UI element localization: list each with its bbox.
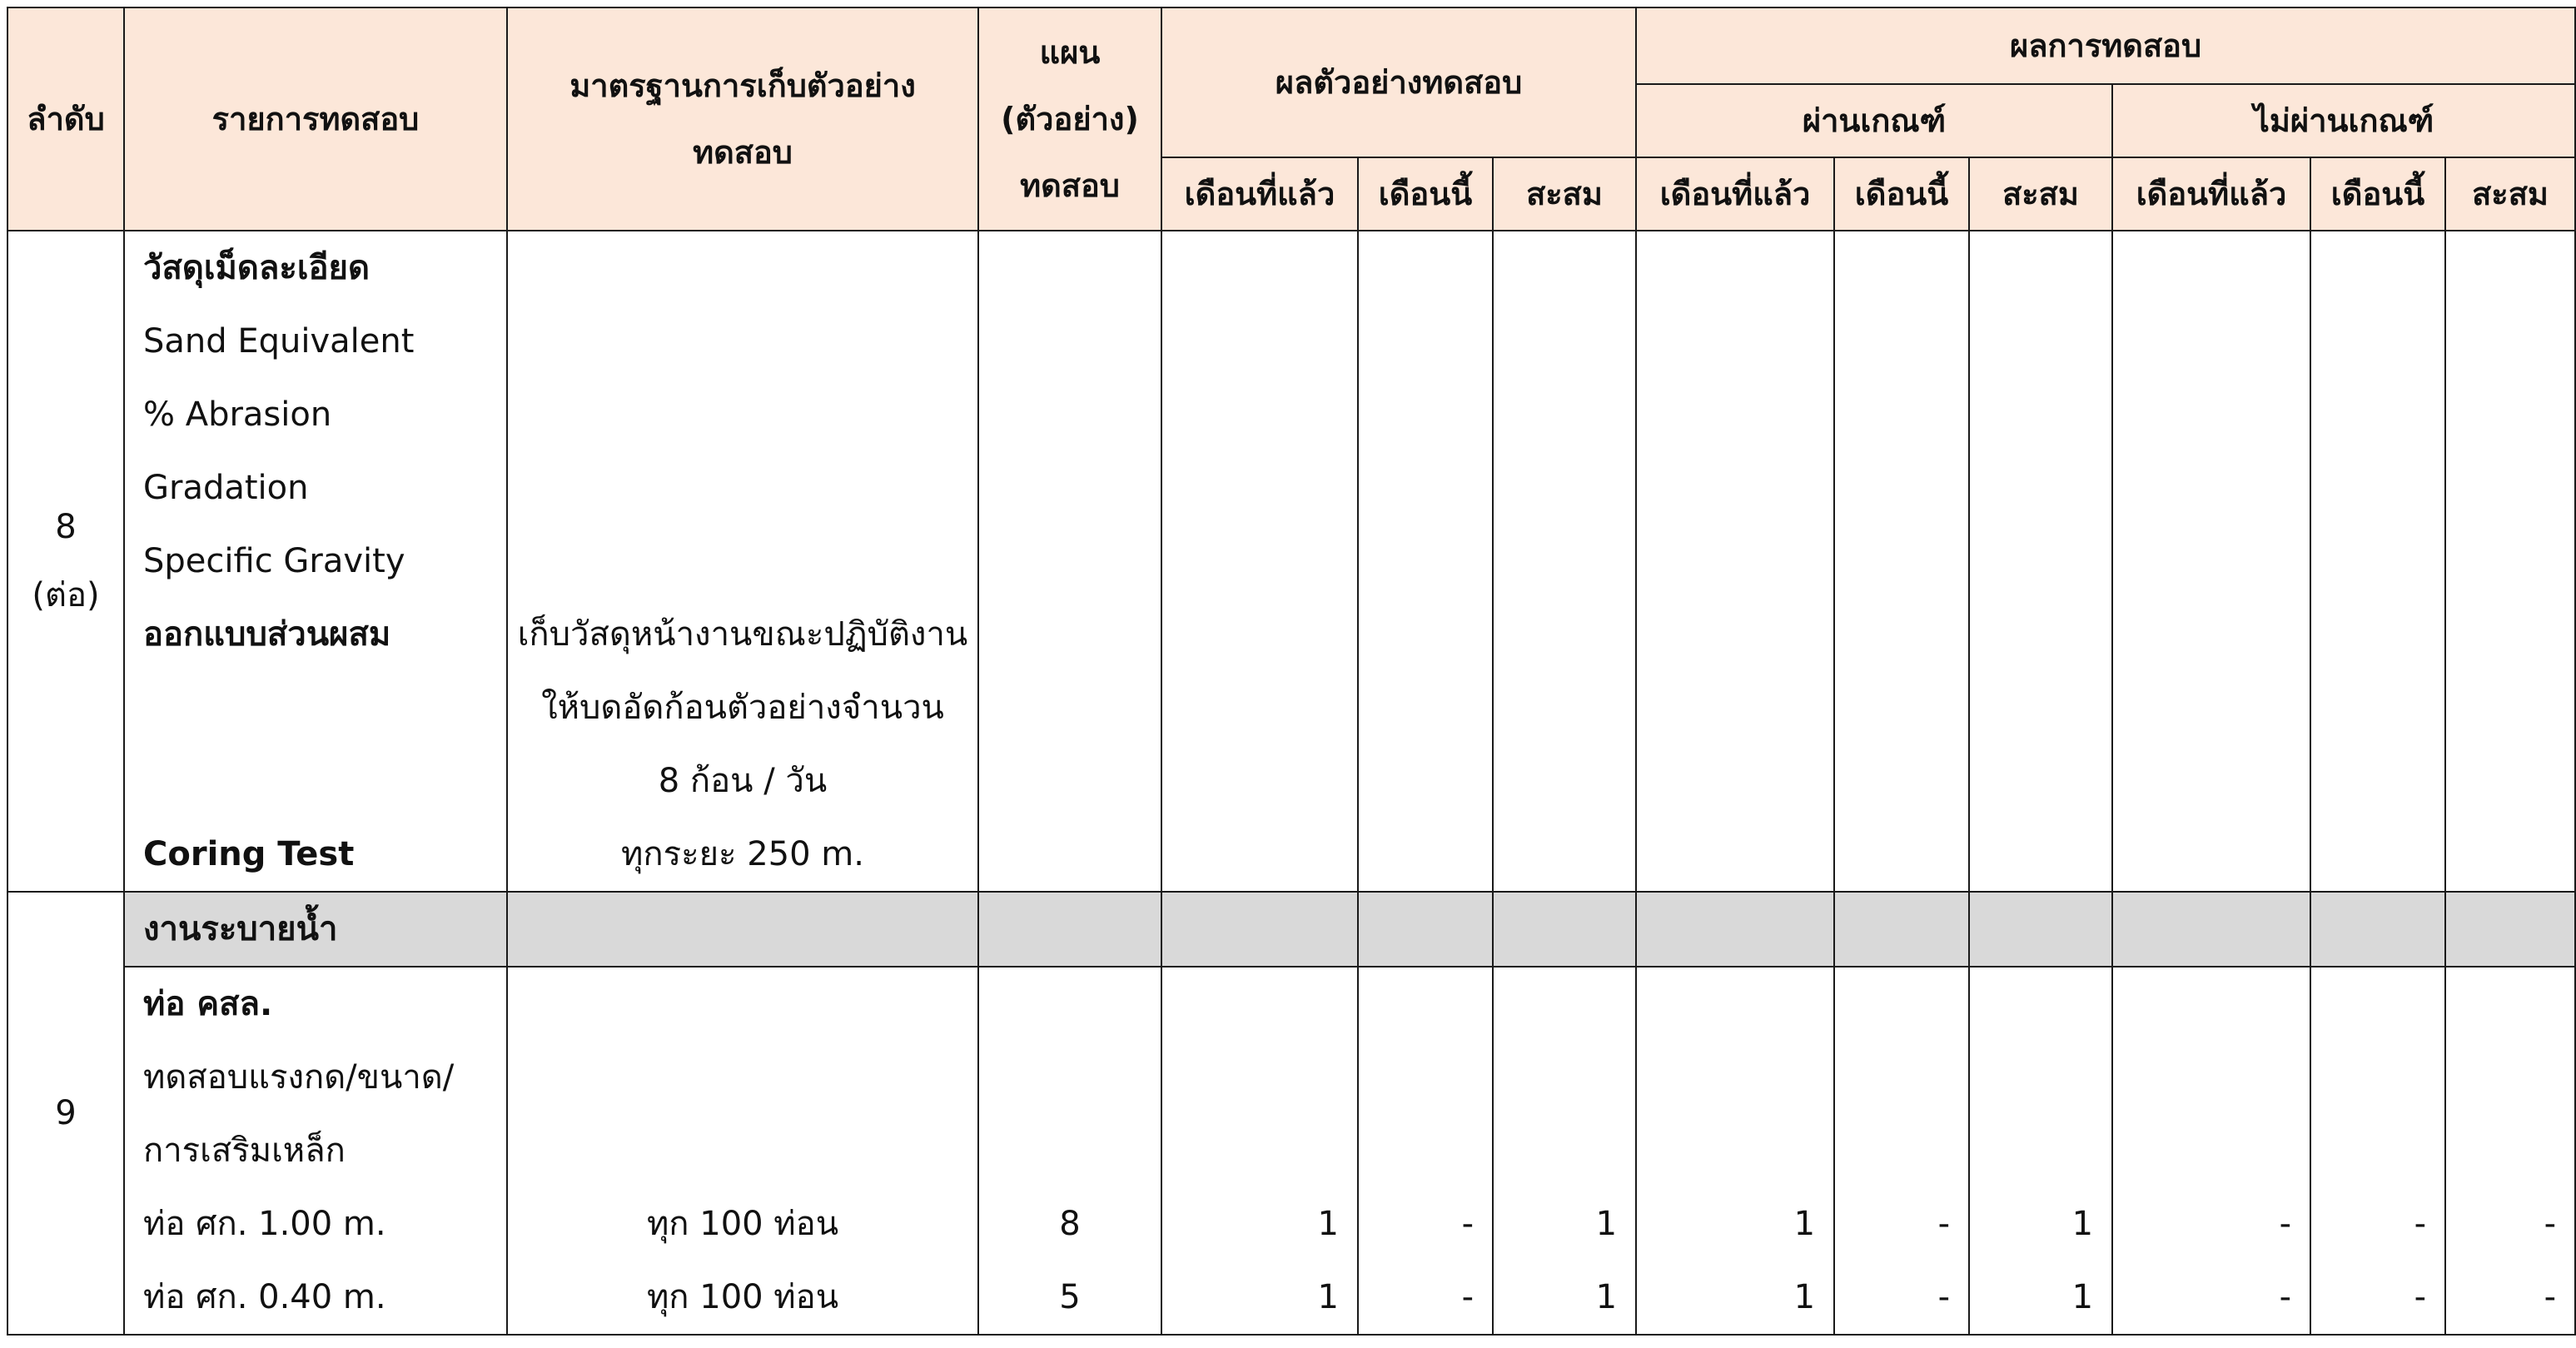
header-sampling-standard-line2: ทดสอบ (693, 134, 793, 171)
row8-sample-cum (1493, 231, 1636, 892)
row9-sample-cum-pipe-100: 1 (1595, 1205, 1618, 1243)
row9-pass-this (1834, 967, 1969, 1335)
row9-section-cell (1358, 892, 1493, 967)
row9-section-cell (2310, 892, 2445, 967)
row9-pass-cum-pipe-100: 1 (2071, 1205, 2094, 1243)
row9-sample-last-pipe-100: 1 (1317, 1205, 1339, 1243)
row9-standard-pipe-040: ทุก 100 ท่อน (646, 1278, 839, 1316)
row9-pass-cum-pipe-040: 1 (2071, 1278, 2094, 1316)
row9-section-cell (1834, 892, 1969, 967)
row8-item-spacer2 (143, 744, 506, 818)
header-pass-last-month: เดือนที่แล้ว (1636, 157, 1834, 231)
row9-item-reinforcement: การเสริมเหล็ก (143, 1132, 346, 1170)
row9-section-cell (2445, 892, 2575, 967)
row8-item-mix-design: ออกแบบส่วนผสม (143, 615, 391, 654)
row9-fail-this-pipe-040: - (2414, 1278, 2427, 1316)
row9-section-cell (2112, 892, 2310, 967)
row8-pass-this (1834, 231, 1969, 892)
row8-standard-line4: ทุกระยะ 250 m. (621, 835, 864, 873)
row9-fail-last-pipe-040: - (2279, 1278, 2292, 1316)
row8-item-specific-gravity: Specific Gravity (143, 542, 405, 580)
row9-section-cell (507, 892, 978, 967)
row9-pass-last-pipe-040: 1 (1793, 1278, 1816, 1316)
row9-sample-cum (1493, 967, 1636, 1335)
row8-item-spacer (143, 671, 506, 744)
row9-item-pipe-100: ท่อ ศก. 1.00 m. (143, 1205, 386, 1243)
header-pass-cumulative: สะสม (1969, 157, 2112, 231)
row9-item-rc-pipe: ท่อ คสล. (143, 985, 273, 1023)
header-fail-this-month: เดือนนี้ (2310, 157, 2445, 231)
row8-sample-last (1161, 231, 1358, 892)
row8-item-sand-equivalent: Sand Equivalent (143, 322, 415, 361)
row9-fail-last-pipe-100: - (2279, 1205, 2292, 1243)
row8-items (124, 231, 507, 892)
row8-seq-number: 8 (55, 508, 77, 546)
header-fail-last-month: เดือนที่แล้ว (2112, 157, 2310, 231)
row9-fail-cum-pipe-040: - (2544, 1278, 2557, 1316)
header-pass-this-month: เดือนนี้ (1834, 157, 1969, 231)
row9-fail-this (2310, 967, 2445, 1335)
row9-sample-last-pipe-040: 1 (1317, 1278, 1339, 1316)
row9-section-cell (1161, 892, 1358, 967)
row9-pass-last (1636, 967, 1834, 1335)
header-plan-line1: แผน (1039, 34, 1101, 71)
row9-items (124, 967, 507, 1335)
header-sample-this-month: เดือนนี้ (1358, 157, 1493, 231)
header-fail-cumulative: สะสม (2445, 157, 2575, 231)
row9-pass-this-pipe-040: - (1937, 1278, 1951, 1316)
row9-plan (978, 967, 1161, 1335)
row9-section-cell (1636, 892, 1834, 967)
row9-sample-this-pipe-040: - (1461, 1278, 1474, 1316)
row9-fail-cum-pipe-100: - (2544, 1205, 2557, 1243)
row8-standard-line1: เก็บวัสดุหน้างานขณะปฏิบัติงาน (517, 615, 968, 654)
header-sample-cumulative: สะสม (1493, 157, 1636, 231)
row8-pass-last (1636, 231, 1834, 892)
header-plan-line2: (ตัวอย่าง) (1001, 101, 1139, 137)
header-test-item: รายการทดสอบ (124, 7, 507, 231)
row8-item-gradation: Gradation (143, 469, 309, 507)
header-test-results: ผลการทดสอบ (1636, 7, 2575, 84)
header-sampling-standard (507, 7, 978, 231)
row8-plan (978, 231, 1161, 892)
row9-fail-cum (2445, 967, 2575, 1335)
row9-section-cell (1969, 892, 2112, 967)
row8-seq-cont: (ต่อ) (32, 576, 100, 614)
row9-pass-this-pipe-100: - (1937, 1205, 1951, 1243)
row8-standard-line2: ให้บดอัดก้อนตัวอย่างจำนวน (541, 689, 944, 727)
row9-sample-last (1161, 967, 1358, 1335)
row9-sample-this-pipe-100: - (1461, 1205, 1474, 1243)
row8-fail-last (2112, 231, 2310, 892)
header-plan-line3: ทดสอบ (1020, 167, 1120, 204)
row8-item-coring-test: Coring Test (143, 835, 355, 873)
header-sampling-standard-line1: มาตรฐานการเก็บตัวอย่าง (569, 67, 916, 104)
header-seq: ลำดับ (7, 7, 124, 231)
row8-seq (7, 231, 124, 892)
row9-section-cell (978, 892, 1161, 967)
header-plan (978, 7, 1161, 231)
row9-plan-pipe-100: 8 (1059, 1205, 1081, 1243)
row9-seq: 9 (7, 892, 124, 1335)
header-pass: ผ่านเกณฑ์ (1636, 84, 2112, 157)
row9-item-pipe-040: ท่อ ศก. 0.40 m. (143, 1278, 386, 1316)
test-results-table (7, 7, 2576, 1336)
row9-section-title: งานระบายน้ำ (124, 892, 507, 967)
row9-pass-last-pipe-100: 1 (1793, 1205, 1816, 1243)
row9-fail-last (2112, 967, 2310, 1335)
row8-item-fine-aggregate: วัสดุเม็ดละเอียด (143, 249, 370, 287)
row8-standard-line3: 8 ก้อน / วัน (658, 762, 828, 800)
row9-fail-this-pipe-100: - (2414, 1205, 2427, 1243)
header-sample-last-month: เดือนที่แล้ว (1161, 157, 1358, 231)
row9-standard-pipe-100: ทุก 100 ท่อน (646, 1205, 839, 1243)
row8-standard (507, 231, 978, 892)
row8-item-abrasion: % Abrasion (143, 395, 332, 434)
row9-sample-this (1358, 967, 1493, 1335)
row9-standard (507, 967, 978, 1335)
row9-sample-cum-pipe-040: 1 (1595, 1278, 1618, 1316)
row8-sample-this (1358, 231, 1493, 892)
row8-fail-this (2310, 231, 2445, 892)
row9-pass-cum (1969, 967, 2112, 1335)
header-fail: ไม่ผ่านเกณฑ์ (2112, 84, 2575, 157)
header-sample-results: ผลตัวอย่างทดสอบ (1161, 7, 1636, 157)
row9-section-cell (1493, 892, 1636, 967)
row8-fail-cum (2445, 231, 2575, 892)
row8-pass-cum (1969, 231, 2112, 892)
row9-item-test-load: ทดสอบแรงกด/ขนาด/ (143, 1058, 455, 1097)
row9-plan-pipe-040: 5 (1059, 1278, 1081, 1316)
